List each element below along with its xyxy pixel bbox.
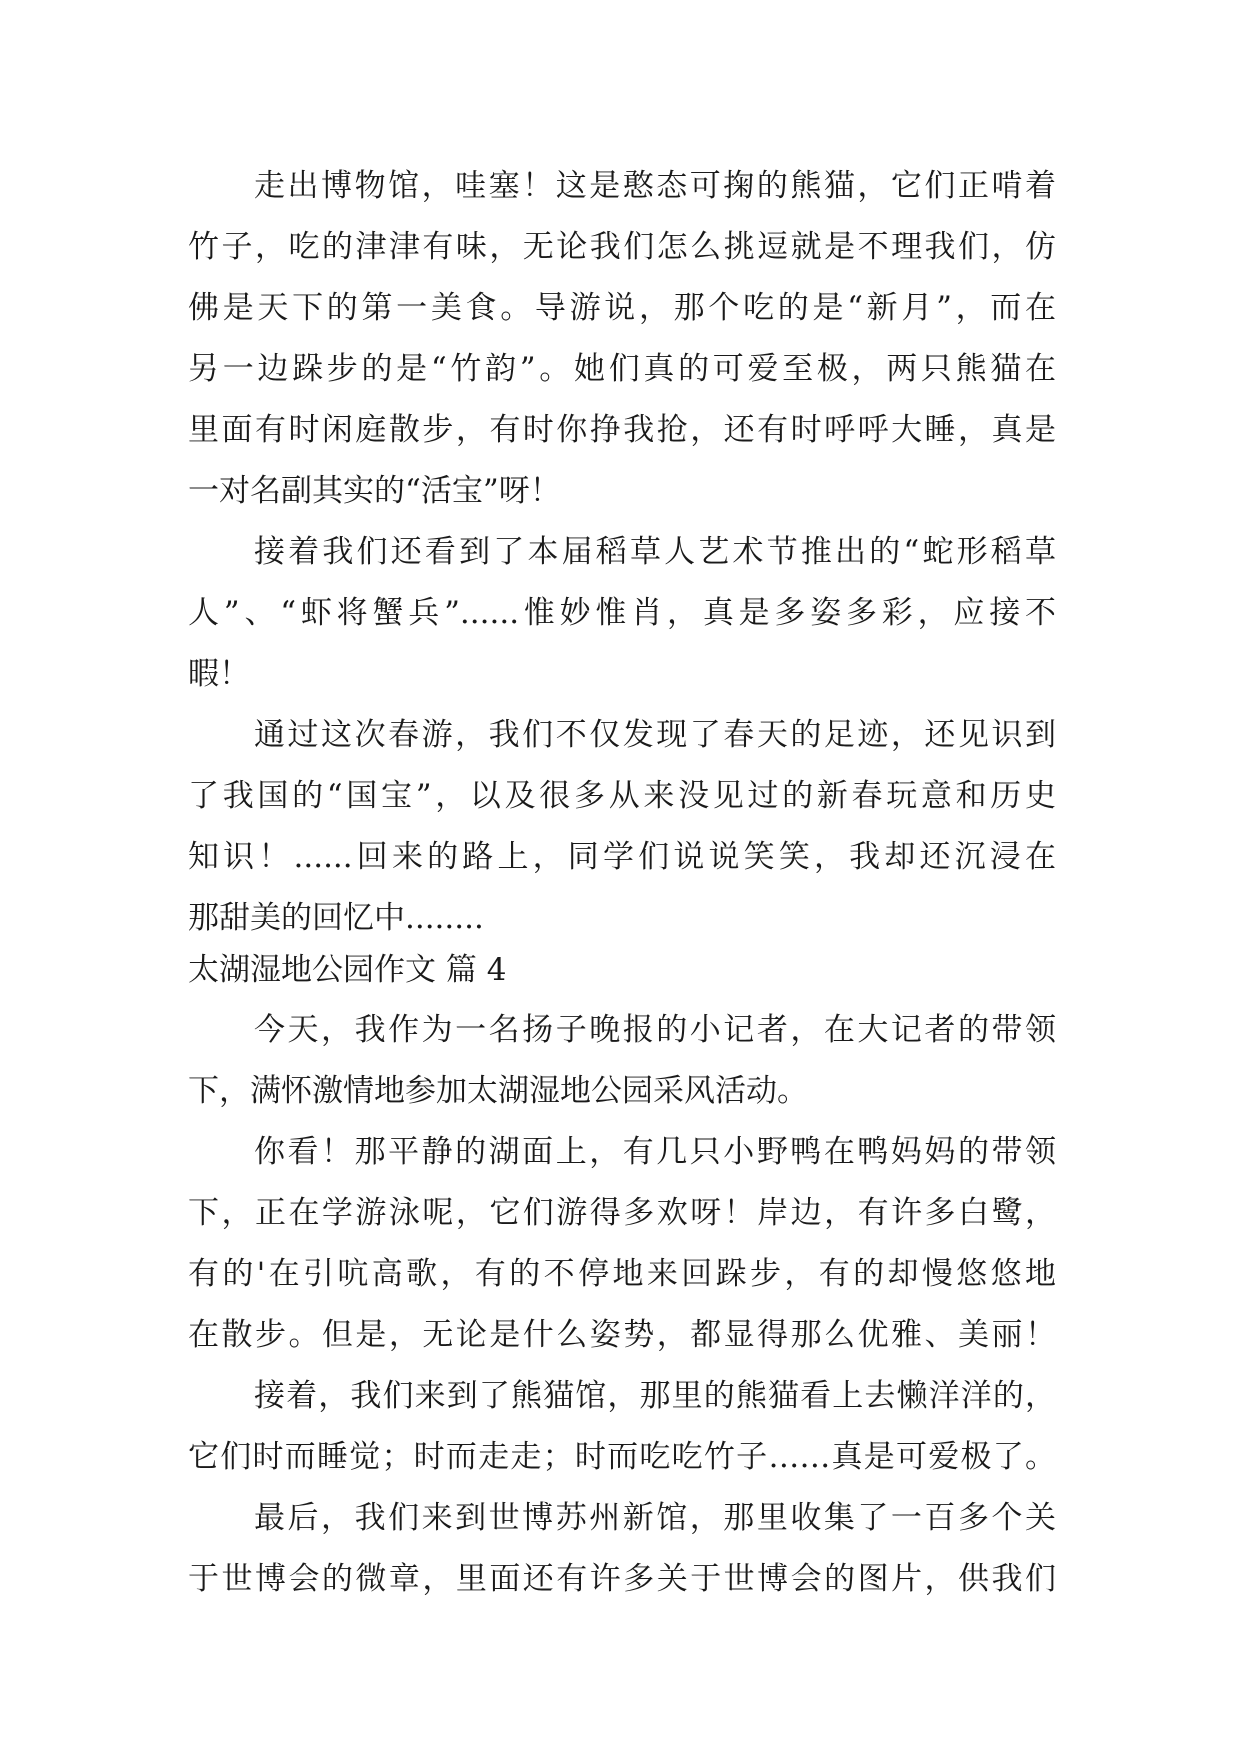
paragraph-line: 知识！......回来的路上，同学们说说笑笑，我却还沉浸在 xyxy=(188,839,1056,875)
paragraph-line: 接着，我们来到了熊猫馆，那里的熊猫看上去懒洋洋的， xyxy=(254,1378,1056,1414)
paragraph-line: 在散步。但是，无论是什么姿势，都显得那么优雅、美丽！ xyxy=(188,1317,1056,1353)
paragraph-line: 了我国的“国宝”，以及很多从来没见过的新春玩意和历史 xyxy=(188,778,1056,814)
paragraph-line: 佛是天下的第一美食。导游说，那个吃的是“新月”，而在 xyxy=(188,290,1056,326)
paragraph-line: 于世博会的微章，里面还有许多关于世博会的图片，供我们 xyxy=(188,1561,1056,1597)
paragraph-line: 那甜美的回忆中........ xyxy=(188,900,484,936)
paragraph-line: 今天，我作为一名扬子晚报的小记者，在大记者的带领 xyxy=(254,1012,1056,1048)
paragraph-line: 竹子，吃的津津有味，无论我们怎么挑逗就是不理我们，仿 xyxy=(188,229,1056,265)
paragraph-line: 暇！ xyxy=(188,656,250,692)
paragraph-line: 一对名副其实的“活宝”呀！ xyxy=(188,473,561,509)
document-body xyxy=(188,156,1056,1610)
paragraph-line: 通过这次春游，我们不仅发现了春天的足迹，还见识到 xyxy=(254,717,1056,753)
paragraph-line: 走出博物馆，哇塞！这是憨态可掬的熊猫，它们正啃着 xyxy=(254,168,1056,204)
paragraph-line: 它们时而睡觉；时而走走；时而吃吃竹子……真是可爱极了。 xyxy=(188,1439,1056,1475)
paragraph-line: 最后，我们来到世博苏州新馆，那里收集了一百多个关 xyxy=(254,1500,1056,1536)
section-heading: 太湖湿地公园作文 篇 4 xyxy=(188,952,507,988)
paragraph-line: 下，正在学游泳呢，它们游得多欢呀！岸边，有许多白鹭， xyxy=(188,1195,1056,1231)
paragraph-line: 有的'在引吭高歌，有的不停地来回跺步，有的却慢悠悠地 xyxy=(188,1256,1056,1292)
paragraph-line: 里面有时闲庭散步，有时你挣我抢，还有时呼呼大睡，真是 xyxy=(188,412,1056,448)
paragraph-line: 另一边跺步的是“竹韵”。她们真的可爱至极，两只熊猫在 xyxy=(188,351,1056,387)
paragraph-line: 你看！那平静的湖面上，有几只小野鸭在鸭妈妈的带领 xyxy=(254,1134,1056,1170)
paragraph-line: 下，满怀激情地参加太湖湿地公园采风活动。 xyxy=(188,1073,808,1109)
paragraph-line: 人”、“虾将蟹兵”......惟妙惟肖，真是多姿多彩，应接不 xyxy=(188,595,1056,631)
paragraph-line: 接着我们还看到了本届稻草人艺术节推出的“蛇形稻草 xyxy=(254,534,1056,570)
